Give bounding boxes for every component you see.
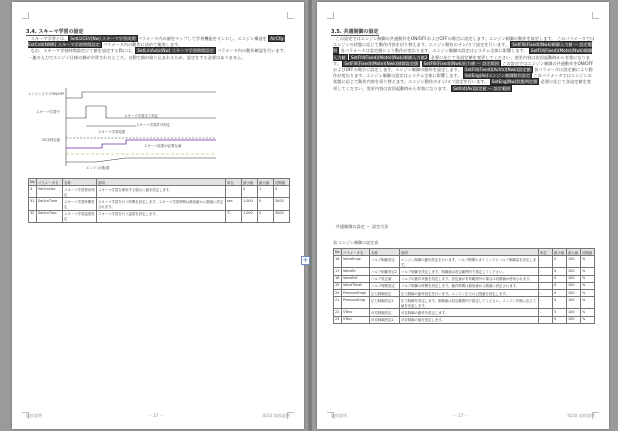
table-cell[interactable]: PressureEnlg — [342, 297, 370, 309]
table-cell[interactable]: 可変制御設定 — [370, 309, 400, 316]
table-row[interactable] — [334, 275, 595, 282]
table-cell[interactable]: 0 — [553, 275, 567, 282]
table-cell[interactable]: % — [581, 289, 595, 296]
table-cell[interactable]: 19 — [334, 282, 342, 289]
table-header: 単位 — [539, 249, 553, 256]
table-cell[interactable]: スキーマ学習を使用する場合に値を設定します。 — [97, 186, 226, 198]
table-row[interactable] — [334, 297, 595, 309]
page-number: － 27 － — [453, 413, 469, 418]
parameter-link[interactable]: SetLrnAuto(Nw) スキーマ学習時間設定 — [137, 48, 214, 54]
table-cell[interactable]: バルブ制御の時間を設定します。動作時間は最低値から順番に設定されます。 — [400, 282, 539, 289]
diagram-label: エンジンフラグON/OFF — [28, 92, 65, 96]
table-cell[interactable]: 3000 — [274, 210, 290, 222]
table-row[interactable] — [334, 256, 595, 268]
table-cell[interactable]: 圧力制御設定 — [370, 289, 400, 296]
table-cell[interactable]: バルブ制御設定2 — [370, 268, 400, 275]
table-cell[interactable]: 0 — [553, 316, 567, 323]
table-header: 最大値 — [258, 179, 274, 186]
table-row[interactable] — [334, 268, 595, 275]
body-paragraph: スキーマ学習とは、 SetLUCEV(Nw) スキーマ学習周期 パラメータ内の値をマップして学習機能をオンにし、エンジン構造を AirCfg-ExtCntl(NWK) スキーマ学習時間設定 パラメータ内の動作に決めて使用します。 なお、スキーマ学習時間設定にて値を設定する際には、 SetLrnAuto(Nw) スキーマ学習時間設定 パラメータ内の動作確認を行います。一連の入力でエンジン仕様の値が学習されたところ、自動で値が取り込まれるため、設定をする必要はありません。 — [28, 36, 288, 60]
table-header: 説明 — [97, 179, 226, 186]
footer-left: 取扱説明 — [26, 413, 42, 418]
table-cell[interactable]: - — [226, 186, 242, 198]
table-row[interactable] — [29, 210, 290, 222]
table-cell[interactable]: ℃ — [226, 210, 242, 222]
table-cell[interactable]: 圧力制御設定2 — [370, 297, 400, 309]
parameter-link[interactable]: SetLUCEV(Nw) スキーマ学習周期 — [70, 36, 136, 41]
table-cell[interactable]: バルブ制御を設定します。制御値は設定範囲内で指定してください。 — [400, 268, 539, 275]
document-page-left[interactable] — [12, 2, 304, 429]
table-cell[interactable]: 23 — [334, 316, 342, 323]
crop-mark — [22, 12, 29, 19]
parameter-link[interactable]: AirCfg-ExtCntl(NWK) スキーマ学習時間設定 — [28, 36, 285, 48]
table-cell[interactable]: - — [539, 289, 553, 296]
table-cell[interactable]: 1 — [258, 186, 274, 198]
table-cell[interactable]: 20 — [334, 289, 342, 296]
table-cell[interactable]: 0 — [553, 282, 567, 289]
table-cell[interactable]: 0 — [258, 198, 274, 210]
parameter-link[interactable]: SetInt(Av)設定値 ー 設定範囲 — [453, 85, 511, 91]
parameter-link[interactable]: SetFIll(Fixed)(AcVn)(Nwk)設定値 — [465, 67, 531, 73]
parameter-link[interactable]: SetFIll(Fixed)(Nwk)制御入力値 ー 設定範囲 — [333, 42, 592, 54]
move-handle-icon[interactable]: ✛ — [302, 257, 309, 264]
table-cell[interactable]: 100 — [567, 282, 581, 289]
table-header: 最大値 — [567, 249, 581, 256]
table-header-row — [29, 179, 290, 186]
crop-mark — [327, 12, 334, 19]
diagram-label: スキーマ学習許可判定 — [136, 123, 170, 127]
table-header: 名称 — [63, 179, 97, 186]
table-cell[interactable]: - — [539, 316, 553, 323]
diagram-signal — [66, 140, 216, 148]
table-cell[interactable]: ValveEc — [342, 268, 370, 275]
diagram-signal — [66, 92, 216, 98]
table-header: 単位 — [226, 179, 242, 186]
table-cell[interactable]: バルブ制御設定 — [370, 256, 400, 268]
table-cell[interactable]: 0 — [553, 256, 567, 268]
table-cell[interactable]: - — [539, 268, 553, 275]
parameter-link[interactable]: SetEng(Nw)状態判定値 — [491, 79, 538, 85]
table-cell[interactable]: スキーマ学習温度設定 — [63, 210, 97, 222]
table-cell[interactable]: スキーマ学習を行う温度を設定します。 — [97, 210, 226, 222]
table-cell[interactable]: 可変制御の動作を設定します。 — [400, 309, 539, 316]
table-cell[interactable]: 17 — [334, 268, 342, 275]
diagram-label: スキーマ学習完了判定 — [124, 114, 158, 118]
document-page-right[interactable] — [317, 2, 609, 429]
table-row[interactable] — [334, 316, 595, 323]
diagram-label: エンジン回転数 — [86, 166, 110, 170]
table-cell[interactable]: 16 — [334, 256, 342, 268]
table-cell[interactable]: - — [539, 297, 553, 309]
table-cell[interactable]: 100 — [567, 275, 581, 282]
table-cell[interactable]: 100 — [567, 268, 581, 275]
table-cell[interactable]: 0 — [553, 309, 567, 316]
table-cell[interactable]: SetLrnTmp — [37, 210, 63, 222]
table-header-row — [334, 249, 595, 256]
body-paragraph: この設定ではエンジン制御の共通動作をON/OFFおよびOFFの場合に設定します。エンジン制御の動作を設定します。 このパラメータではエンジンの状態に応じて動作内容を切り替えます。エンジン動作のオン/オフ設定を行います。 SetFIll(Fixed)(Nwk)制御入力値 ー 設定範囲 各パラメータは設定値により動作が変わります。エンジン制御の設定はシステム全体に影響します。 SetFIll(Fixed)(Mote)(Nwk)制御入力値 SetFIll(Fixed)(Mote)(Nwk)制御入力値2 必要に応じて各設定値を変更してください。変更内容は次回起動時から有効になります。 SetFIll(Fixed)(Mote)(Nwk)制御設定値 SetFIll(Fixed)(Nwk)出力値 ー 設定範囲 この設定ではエンジン制御の共通動作をON/OFFおよびOFFの場合に設定します。エンジン制御の動作を設定します。 SetFIll(Fixed)(AcVn)(Nwk)設定値 各パラメータは設定値により動作が変わります。エンジン制御の設定はシステム全体に影響します。 SetEng(Ae)エンジン制御動作設定 このパラメータではエンジンの状態に応じて動作内容を切り替えます。エンジン動作のオン/オフ設定を行います。 SetEng(Nw)状態判定値 必要に応じて各設定値を変更してください。変更内容は次回起動時から有効になります。 SetInt(Av)設定値 ー 設定範囲 — [333, 36, 595, 91]
table-cell[interactable]: SetLrnUse — [37, 186, 63, 198]
table-cell[interactable]: - — [539, 282, 553, 289]
subheading: 共通制御の設定 ー 設定方法 — [335, 224, 389, 229]
page-number: － 27 － — [148, 413, 164, 418]
table-cell[interactable]: 0 — [242, 186, 258, 198]
table-cell[interactable]: 18 — [334, 275, 342, 282]
table-row[interactable] — [334, 282, 595, 289]
table-cell[interactable]: スキーマ学習時間設定 — [63, 198, 97, 210]
page-divider — [308, 0, 312, 431]
table-cell[interactable]: 100 — [567, 256, 581, 268]
footer-right: 第2章 取扱説明 — [567, 413, 595, 418]
table-cell[interactable]: ValveEnge — [342, 256, 370, 268]
table-header: 名称 — [370, 249, 400, 256]
table-cell[interactable]: スキーマ学習を行う時間を設定します。スキーマ学習時間は最低値から順番に設定されます。 — [97, 198, 226, 210]
table-cell[interactable]: 3000 — [274, 198, 290, 210]
diagram-label: スキーマ結果が必要な値 — [144, 144, 182, 148]
table-cell[interactable]: % — [581, 256, 595, 268]
table-cell[interactable]: - — [539, 309, 553, 316]
table-cell[interactable]: 4 — [29, 186, 37, 198]
table-cell[interactable]: 圧力制御を設定します。制御値は設定範囲内で指定してください。エンジン状態に応じて値を変更します。 — [400, 297, 539, 309]
table-cell[interactable]: バルブ設定値 — [370, 275, 400, 282]
table-header: 説明 — [400, 249, 539, 256]
table-cell[interactable]: ValveTimet — [342, 282, 370, 289]
table-cell[interactable]: 可変制御設定2 — [370, 316, 400, 323]
section-heading: 3.5. 共通制御の設定 — [331, 29, 379, 35]
table-cell[interactable]: sec — [226, 198, 242, 210]
table-cell[interactable]: % — [581, 316, 595, 323]
timing-diagram — [26, 86, 226, 172]
table-header: No — [29, 179, 37, 186]
table-cell[interactable]: 1,000 — [242, 198, 258, 210]
parameter-link[interactable]: SetEng(Ae)エンジン制御動作設定 — [464, 73, 531, 79]
table-cell[interactable]: バルブの動作状態を設定します。設定値が有効範囲外の場合は初期値が使用されます。 — [400, 275, 539, 282]
table-cell[interactable]: 100 — [567, 289, 581, 296]
table-caption: 表 エンジン制御の設定表 — [333, 240, 379, 245]
table-header: 初期値 — [274, 179, 290, 186]
table-header: パラメータ名 — [342, 249, 370, 256]
table-cell[interactable]: % — [581, 268, 595, 275]
table-cell[interactable]: スキーマ学習使用判定 — [63, 186, 97, 198]
table-cell[interactable]: 100 — [567, 316, 581, 323]
table-cell[interactable]: 可変制御の値を設定します。 — [400, 316, 539, 323]
table-cell[interactable]: 31 — [29, 198, 37, 210]
parameter-link[interactable]: SetFIll(Fixed)(Mote)(Nwk)制御入力値2 — [350, 54, 428, 60]
diagram-label: スキーマ学習中 — [36, 110, 60, 114]
table-header: パラメータ名 — [37, 179, 63, 186]
table-row[interactable] — [29, 198, 290, 210]
table-cell[interactable]: バルブ時間設定 — [370, 282, 400, 289]
table-cell[interactable]: 0 — [258, 210, 274, 222]
table-cell[interactable]: 0 — [553, 289, 567, 296]
table-cell[interactable]: % — [581, 282, 595, 289]
table-cell[interactable]: SetLrnTime — [37, 198, 63, 210]
table-cell[interactable]: 21 — [334, 297, 342, 309]
table-cell[interactable]: ValveEsf — [342, 275, 370, 282]
table-cell[interactable]: VTecl — [342, 316, 370, 323]
parameter-link[interactable]: SetFIll(Fixed)(Nwk)出力値 ー 設定範囲 — [423, 60, 499, 66]
table-cell[interactable]: 22 — [334, 309, 342, 316]
table-cell[interactable]: 0 — [274, 186, 290, 198]
table-cell[interactable]: エンジン制御の動作設定を行います。バルブ開閉のタイミングとバルブ制御量を設定します。 — [400, 256, 539, 268]
table-cell[interactable]: VTecc — [342, 309, 370, 316]
section-heading: 3.4. スキーマ学習の設定 — [26, 29, 84, 35]
table-header: No — [334, 249, 342, 256]
table-cell[interactable]: 100 — [567, 297, 581, 309]
table-cell[interactable]: 100 — [567, 309, 581, 316]
table-cell[interactable]: - — [539, 275, 553, 282]
table-row[interactable] — [334, 309, 595, 316]
table-cell[interactable]: 0 — [553, 268, 567, 275]
diagram-label: CICS判定値 — [42, 138, 61, 142]
table-cell[interactable]: 32 — [29, 210, 37, 222]
crop-mark — [592, 12, 599, 19]
table-header: 最小値 — [553, 249, 567, 256]
parameter-table — [333, 248, 595, 324]
footer-right: 第2章 取扱説明 — [262, 413, 290, 418]
parameter-link[interactable]: SetFIll(Fixed)(Mote)(Nwk)制御入力値 — [333, 48, 593, 60]
table-cell[interactable]: 1,000 — [242, 210, 258, 222]
table-cell[interactable]: % — [581, 309, 595, 316]
table-cell[interactable]: PressureEnge — [342, 289, 370, 296]
diagram-label: スキーマ学習結果 — [98, 130, 126, 134]
crop-mark — [287, 12, 294, 19]
diagram-signal — [66, 158, 216, 162]
table-row[interactable] — [29, 186, 290, 198]
table-row[interactable] — [334, 289, 595, 296]
parameter-table — [28, 178, 290, 223]
table-cell[interactable]: 圧力制御の動作設定を行います。エンジン圧力の上限値を設定します。 — [400, 289, 539, 296]
footer-left: 取扱説明 — [331, 413, 347, 418]
table-cell[interactable]: % — [581, 275, 595, 282]
table-cell[interactable]: - — [539, 256, 553, 268]
parameter-link[interactable]: SetFIll(Fixed)(Mote)(Nwk)制御設定値 — [344, 60, 419, 66]
table-header: 最小値 — [242, 179, 258, 186]
table-cell[interactable]: % — [581, 297, 595, 309]
table-header: 初期値 — [581, 249, 595, 256]
table-cell[interactable]: 0 — [553, 297, 567, 309]
